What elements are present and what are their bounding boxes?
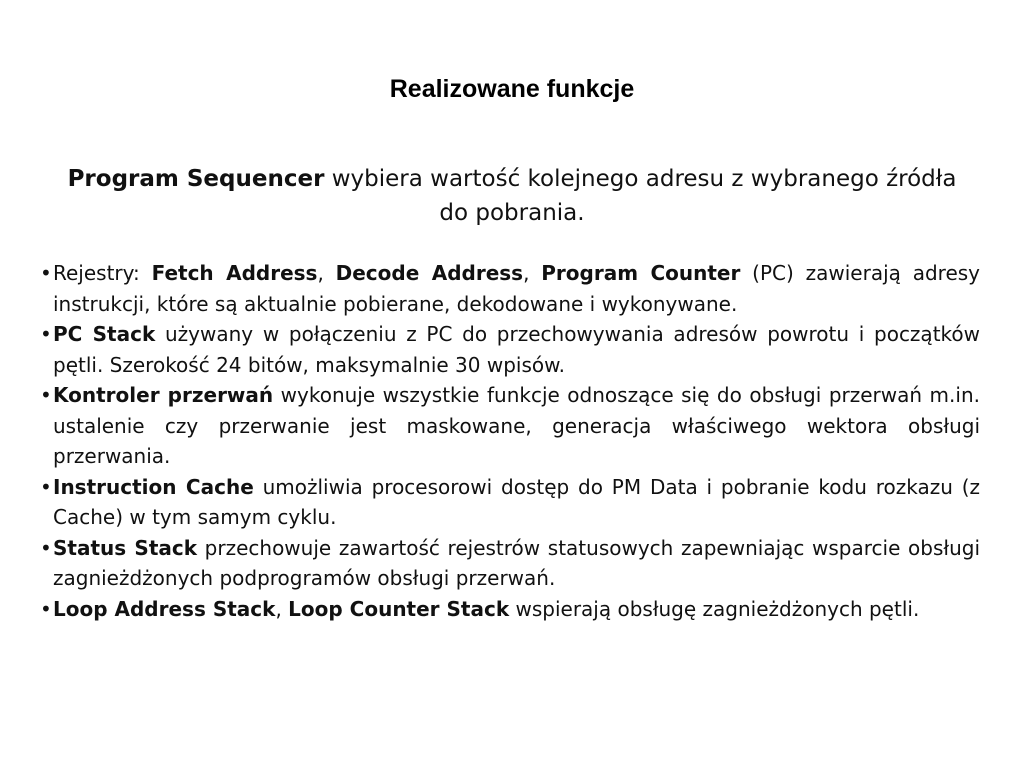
bullet-text: Rejestry: [53, 261, 152, 285]
bullet-text: , [275, 596, 289, 621]
bullet-text: przechowuje zawartość rejestrów statusowych zapewniając wsparcie obsługi zagnieżdżonych podprogramów obsługi przerwań. [53, 535, 980, 590]
intro-paragraph [50, 162, 974, 230]
bullet-term: PC Stack [53, 322, 156, 346]
list-item [38, 533, 980, 594]
bullet-term: Kontroler przerwań [53, 383, 274, 407]
bullet-text: (PC) zawierają adresy instrukcji, które są aktualnie pobierane, dekodowane i wykonywane. [53, 261, 981, 316]
intro-text: wybiera wartość kolejnego adresu z wybranego źródła do pobrania. [324, 166, 957, 226]
bullet-term: Program Counter [541, 261, 741, 285]
bullet-text: używany w połączeniu z PC do przechowywania adresów powrotu i początków pętli. Szerokość 24 bitów, maksymalnie 30 wpisów. [53, 322, 980, 377]
bullet-icon: • [40, 535, 52, 560]
bullet-icon: • [40, 596, 52, 621]
bullet-term: Instruction Cache [53, 474, 254, 499]
bullet-icon: • [40, 261, 52, 285]
bullet-term: Fetch Address [151, 261, 318, 285]
bullet-term: Decode Address [335, 261, 524, 285]
bullet-icon: • [40, 322, 52, 346]
bullet-term: Status Stack [53, 535, 198, 560]
list-item [38, 258, 980, 319]
bullet-text: wykonuje wszystkie funkcje odnoszące się do obsługi przerwań m.in. ustalenie czy przerwanie jest maskowane, generacja właściwego wektora obsługi przerwania. [53, 383, 980, 468]
bullet-term: Loop Address Stack [53, 596, 276, 621]
bullet-icon: • [40, 474, 52, 499]
bullet-term: Loop Counter Stack [288, 596, 510, 621]
bullet-text: , [317, 261, 336, 285]
bullet-list [38, 258, 980, 624]
bullet-text: wspierają obsługę zagnieżdżonych pętli. [509, 596, 920, 621]
bullet-text: umożliwia procesorowi dostęp do PM Data i pobranie kodu rozkazu (z Cache) w tym samym cyklu. [53, 474, 980, 529]
list-item [38, 319, 980, 380]
slide-title: Realizowane funkcje [389, 75, 635, 103]
list-item [38, 380, 980, 472]
intro-term: Program Sequencer [67, 166, 325, 192]
bullet-icon: • [40, 383, 52, 407]
bullet-text: , [523, 261, 542, 285]
list-item [38, 472, 980, 533]
list-item [38, 594, 980, 625]
